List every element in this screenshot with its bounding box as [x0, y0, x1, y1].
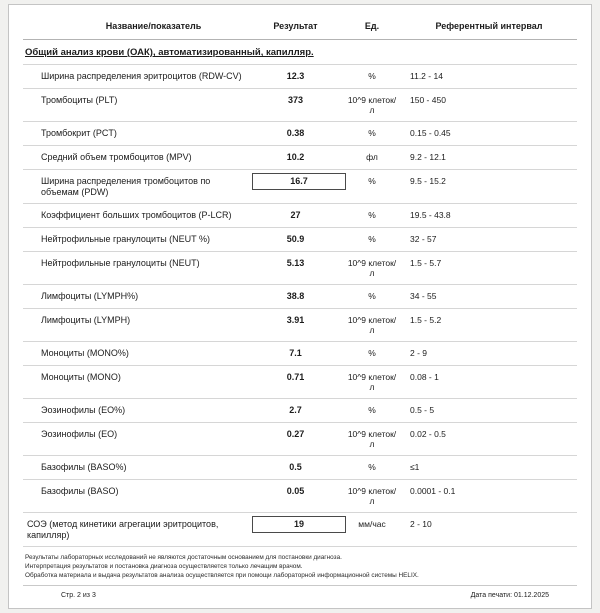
result-value: 19 [252, 516, 346, 533]
reference-interval: 34 - 55 [410, 291, 437, 301]
indicator-name: Тромбокрит (PCT) [41, 128, 117, 138]
result-cell [248, 146, 343, 169]
unit: фл [366, 152, 378, 162]
unit: 10^9 клеток/л [347, 258, 397, 278]
indicator-name: Эозинофилы (EO%) [41, 405, 126, 415]
reference-interval: 2 - 9 [410, 348, 428, 358]
indicator-name: СОЭ (метод кинетики агрегации эритроцитов, капилляр) [27, 519, 219, 540]
unit: 10^9 клеток/л [347, 315, 397, 335]
result-value: 2.7 [289, 405, 302, 415]
indicator-name: Базофилы (BASO) [41, 486, 119, 496]
unit: % [368, 348, 376, 358]
indicator-name: Средний объем тромбоцитов (MPV) [41, 152, 192, 162]
result-value: 50.9 [286, 234, 305, 244]
result-cell [248, 423, 343, 446]
unit: % [368, 128, 376, 138]
result-value: 38.8 [286, 291, 305, 301]
unit: % [368, 176, 376, 186]
table-row [23, 456, 577, 480]
reference-interval: 32 - 57 [410, 234, 437, 244]
unit: 10^9 клеток/л [347, 429, 397, 449]
indicator-name: Ширина распределения эритроцитов (RDW-CV) [41, 71, 242, 81]
table-row [23, 228, 577, 252]
header-name: Название/показатель [105, 21, 202, 31]
header-result: Результат [273, 21, 318, 31]
table-row [23, 146, 577, 170]
table-row [23, 89, 577, 122]
result-cell [248, 366, 343, 389]
reference-interval: 1.5 - 5.2 [410, 315, 442, 325]
result-value: 27 [290, 210, 301, 220]
result-cell [248, 456, 343, 479]
result-value: 0.71 [286, 372, 305, 382]
footnote-line: Результаты лабораторных исследований не являются достаточным основанием для постановки диагноза. [25, 554, 342, 561]
result-cell [248, 285, 343, 308]
result-cell [248, 65, 343, 88]
result-cell [248, 480, 343, 503]
unit: 10^9 клеток/л [347, 486, 397, 506]
unit: % [368, 462, 376, 472]
unit: % [368, 71, 376, 81]
table-row [23, 170, 577, 204]
reference-interval: 0.0001 - 0.1 [410, 486, 456, 496]
reference-interval: 9.5 - 15.2 [410, 176, 446, 186]
unit: % [368, 291, 376, 301]
indicator-name: Ширина распределения тромбоцитов по объемам (PDW) [41, 176, 211, 197]
reference-interval: 11.2 - 14 [410, 71, 443, 81]
reference-interval: 150 - 450 [410, 95, 446, 105]
reference-interval: 9.2 - 12.1 [410, 152, 446, 162]
reference-interval: 0.02 - 0.5 [410, 429, 446, 439]
reference-interval: ≤1 [410, 462, 420, 472]
table-row [23, 285, 577, 309]
result-cell [248, 513, 343, 537]
unit: % [368, 210, 376, 220]
table-row [23, 342, 577, 366]
result-value: 3.91 [286, 315, 305, 325]
unit: 10^9 клеток/л [347, 372, 397, 392]
table-row [23, 65, 577, 89]
result-value: 0.38 [286, 128, 305, 138]
result-cell [248, 204, 343, 227]
result-value: 0.27 [286, 429, 305, 439]
table-row [23, 513, 577, 547]
page-footer [23, 585, 577, 599]
print-date: Дата печати: 01.12.2025 [470, 592, 549, 599]
indicator-name: Коэффициент больших тромбоцитов (P-LCR) [41, 210, 232, 220]
footnote-line: Интерпретация результатов и постановка диагноза осуществляется только лечащим врачом. [25, 563, 303, 570]
result-cell [248, 342, 343, 365]
indicator-name: Лимфоциты (LYMPH%) [41, 291, 139, 301]
table-row [23, 423, 577, 456]
reference-interval: 19.5 - 43.8 [410, 210, 451, 220]
reference-interval: 1.5 - 5.7 [410, 258, 442, 268]
unit: % [368, 234, 376, 244]
result-value: 5.13 [286, 258, 305, 268]
table-row [23, 399, 577, 423]
result-value: 373 [287, 95, 304, 105]
table-header [23, 13, 577, 40]
result-cell [248, 89, 343, 112]
indicator-name: Нейтрофильные гранулоциты (NEUT) [41, 258, 200, 268]
result-value: 0.5 [289, 462, 302, 472]
indicator-name: Моноциты (MONO) [41, 372, 121, 382]
footnotes [23, 547, 577, 585]
result-value: 0.05 [286, 486, 305, 496]
table-row [23, 252, 577, 285]
result-cell [248, 309, 343, 332]
table-row [23, 309, 577, 342]
table-row [23, 122, 577, 146]
table-row [23, 366, 577, 399]
footnote-line: Обработка материала и выдача результатов анализа осуществляется при помощи лабораторной информационной системы HELIX. [25, 572, 419, 579]
result-cell [248, 228, 343, 251]
reference-interval: 0.08 - 1 [410, 372, 439, 382]
indicator-name: Базофилы (BASO%) [41, 462, 127, 472]
reference-interval: 0.15 - 0.45 [410, 128, 451, 138]
result-cell [248, 399, 343, 422]
result-cell [248, 122, 343, 145]
lab-report-page [8, 4, 592, 609]
result-value: 10.2 [286, 152, 305, 162]
result-value: 12.3 [286, 71, 305, 81]
indicator-name: Нейтрофильные гранулоциты (NEUT %) [41, 234, 211, 244]
result-cell [248, 252, 343, 275]
indicator-name: Лимфоциты (LYMPH) [41, 315, 131, 325]
reference-interval: 2 - 10 [410, 519, 432, 529]
table-row [23, 204, 577, 228]
table-row [23, 480, 577, 513]
reference-interval: 0.5 - 5 [410, 405, 435, 415]
result-value: 7.1 [289, 348, 302, 358]
indicator-name: Эозинофилы (EO) [41, 429, 118, 439]
unit: % [368, 405, 376, 415]
section-title: Общий анализ крови (ОАК), автоматизированный, капилляр. [25, 47, 314, 58]
indicator-name: Тромбоциты (PLT) [41, 95, 118, 105]
page-number: Стр. 2 из 3 [61, 592, 96, 599]
result-value: 16.7 [252, 173, 346, 190]
result-cell [248, 170, 343, 194]
results-table [23, 64, 577, 547]
header-unit: Ед. [364, 21, 380, 31]
unit: 10^9 клеток/л [347, 95, 397, 115]
unit: мм/час [358, 519, 386, 529]
indicator-name: Моноциты (MONO%) [41, 348, 129, 358]
header-ref: Референтный интервал [435, 21, 543, 31]
